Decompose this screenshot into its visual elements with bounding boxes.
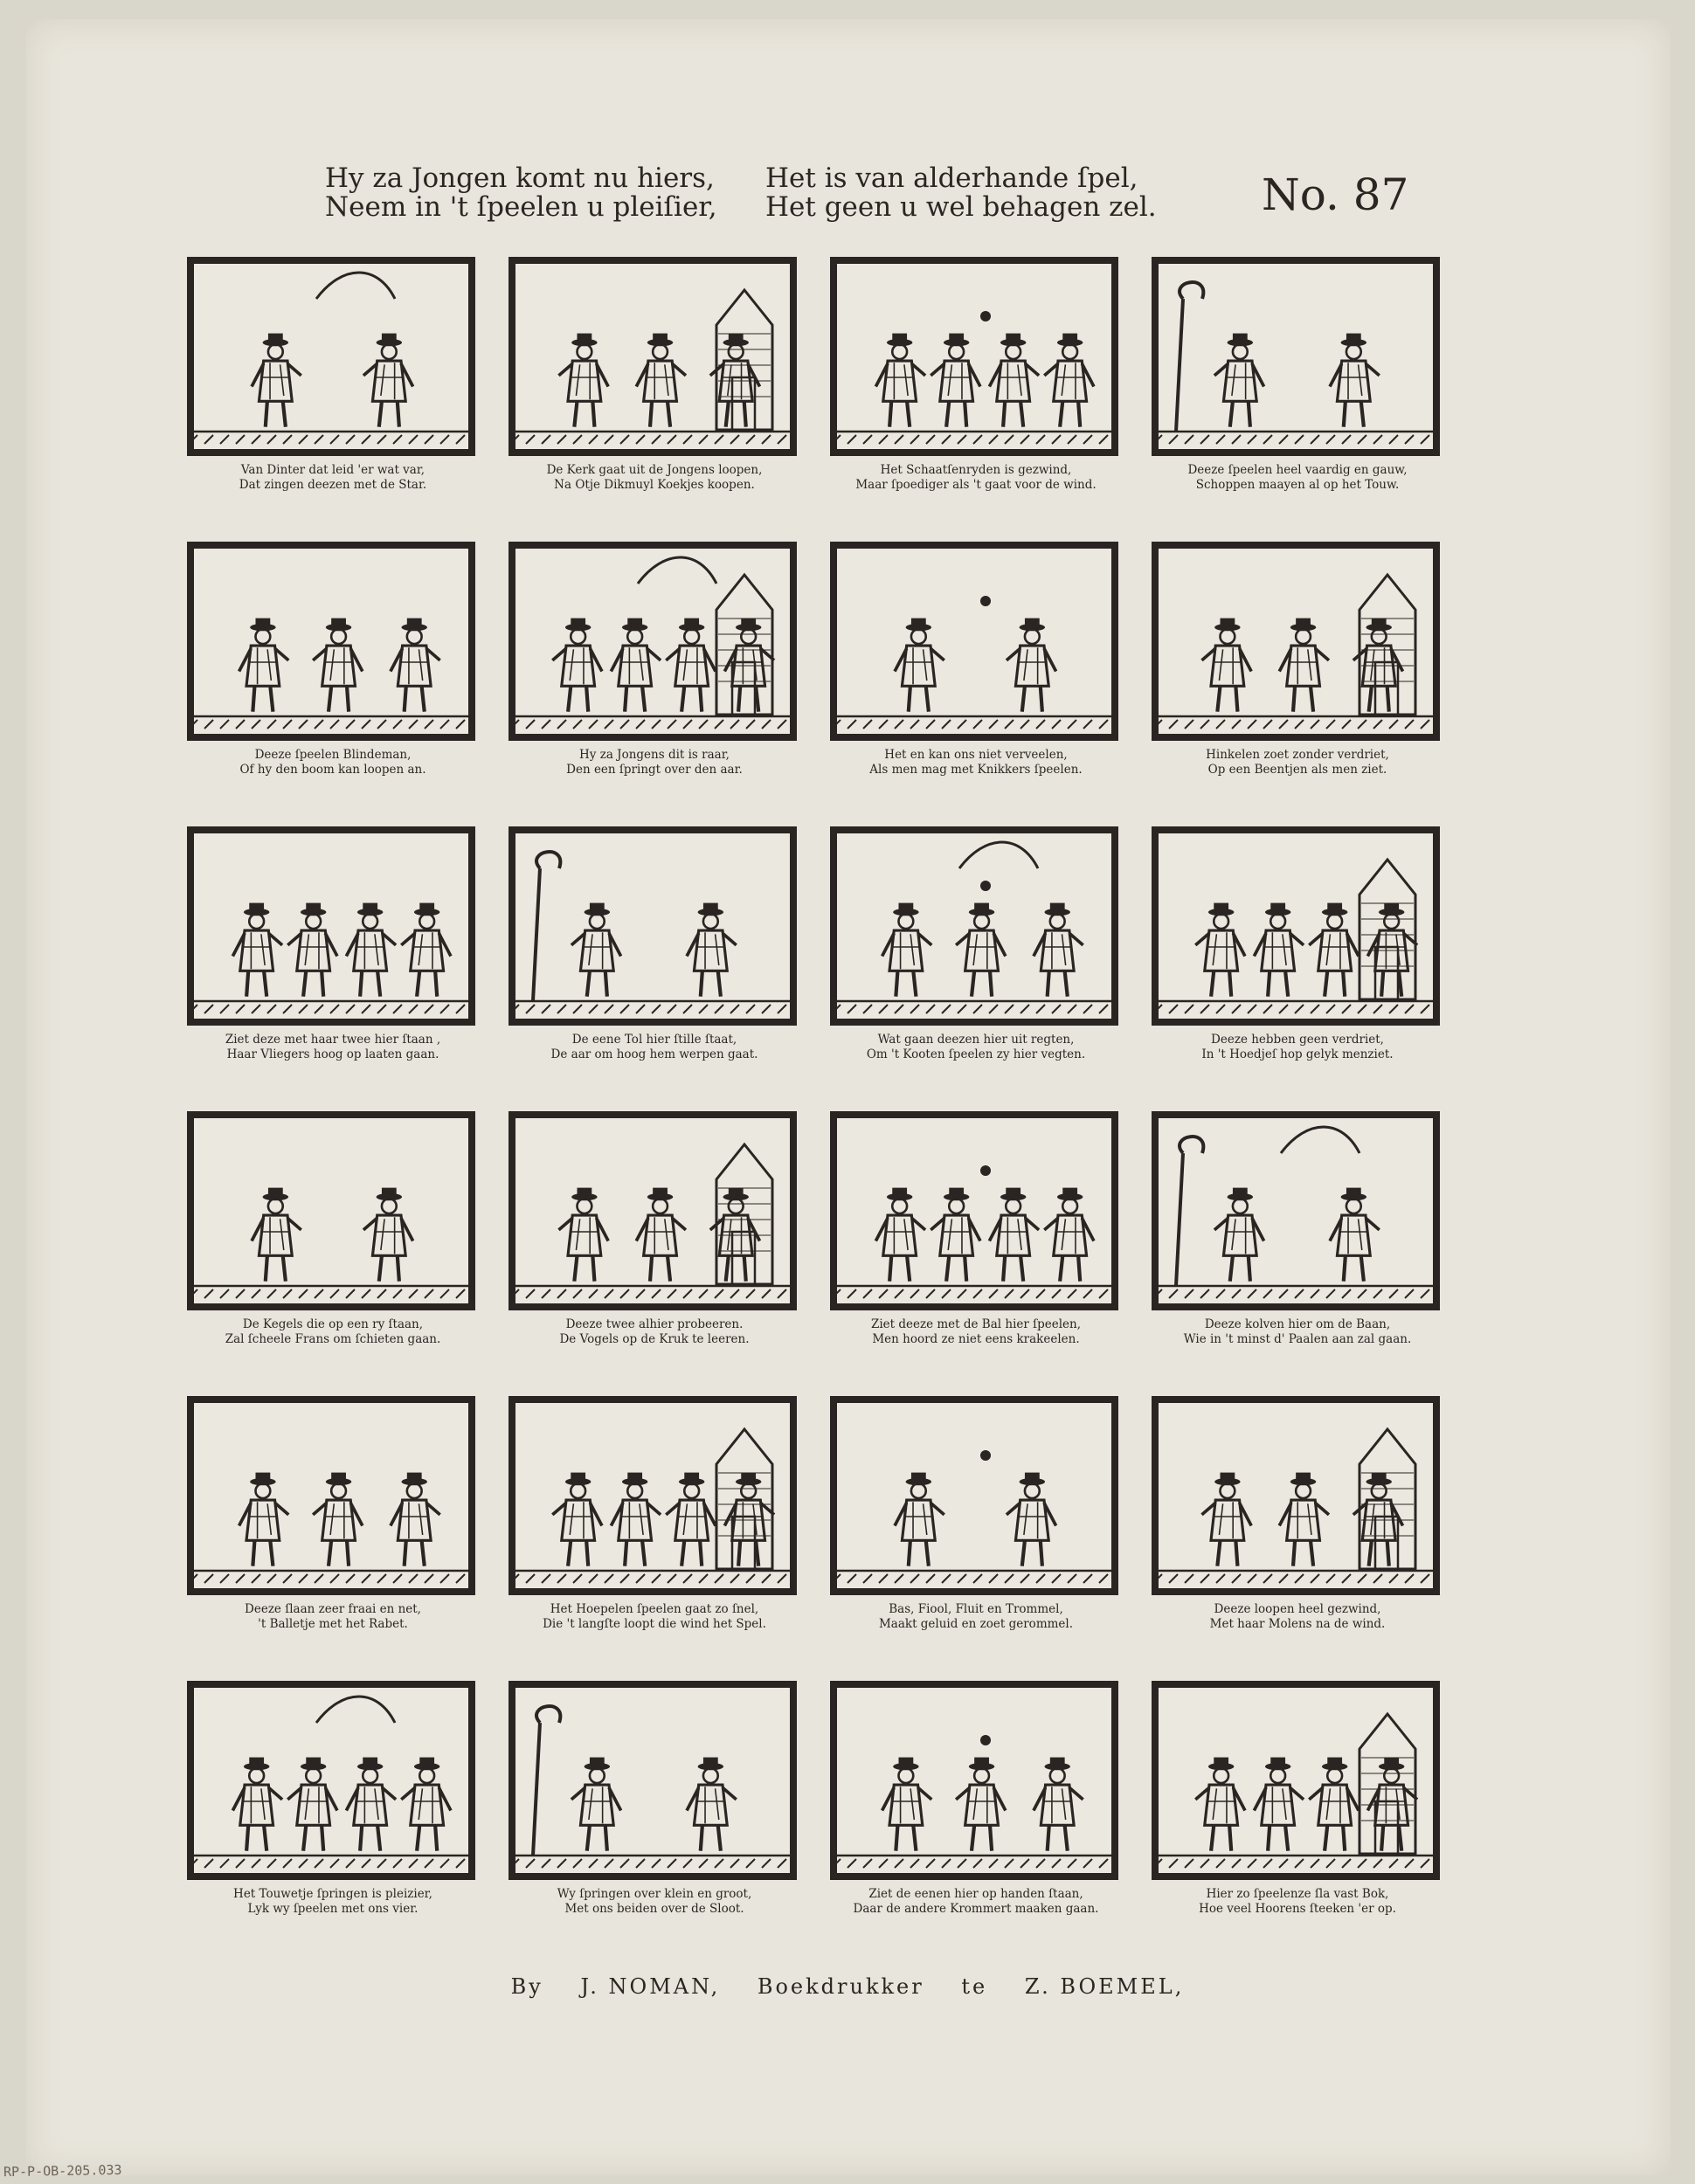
panel-caption-line2: Op een Beentjen als men ziet. <box>1207 763 1387 777</box>
panel-caption-line2: Den een ſpringt over den aar. <box>566 763 743 777</box>
panel-caption <box>508 1602 800 1632</box>
panel-caption-line2: 't Balletje met het Rabet. <box>258 1617 408 1631</box>
panel-caption <box>508 463 800 493</box>
header-verse-right-line1: Het is van alderhande ſpel, <box>765 162 1138 194</box>
panel-caption-line2: Daar de andere Krommert maaken gaan. <box>853 1902 1099 1916</box>
panel-caption-line2: Na Otje Dikmuyl Koekjes koopen. <box>554 478 755 492</box>
woodcut-illustration <box>1159 1403 1433 1588</box>
panel-caption-line1: De Kerk gaat uit de Jongens loopen, <box>546 463 763 477</box>
panel-caption-line2: De aar om hoog hem werpen gaat. <box>550 1047 758 1061</box>
woodcut-panel <box>183 1108 485 1393</box>
bird-training-woodcut-icon <box>508 1111 797 1310</box>
woodcut-panel <box>183 1677 485 1962</box>
panel-caption <box>508 748 800 778</box>
panel-caption-line2: De Vogels op de Kruk te leeren. <box>559 1332 750 1346</box>
woodcut-panel <box>1148 538 1449 823</box>
kites-woodcut-icon <box>187 826 475 1026</box>
panel-caption-line1: Deeze kolven hier om de Baan, <box>1204 1317 1391 1331</box>
panel-caption-line1: Ziet de eenen hier op handen ſtaan, <box>868 1887 1083 1901</box>
hopscotch-woodcut-icon <box>1152 542 1440 741</box>
woodcut-panel <box>827 1108 1128 1393</box>
woodcut-panel <box>827 253 1128 538</box>
header <box>0 157 1695 236</box>
woodcut-illustration <box>515 1688 790 1873</box>
panel-caption-line1: Wy ſpringen over klein en groot, <box>557 1887 752 1901</box>
panel-caption <box>830 1033 1122 1062</box>
panel-caption-line1: Deeze ſpeelen heel vaardig en gauw, <box>1187 463 1408 477</box>
blindman-woodcut-icon <box>187 542 475 741</box>
panel-caption-line1: Hy za Jongens dit is raar, <box>579 748 730 762</box>
header-verse-left-line1: Hy za Jongen komt nu hiers, <box>325 162 715 194</box>
panel-caption <box>508 1317 800 1347</box>
marbles-woodcut-icon <box>830 542 1118 741</box>
knucklebones-fight-woodcut-icon <box>830 826 1118 1026</box>
panel-caption <box>187 1317 479 1347</box>
woodcut-panel <box>1148 823 1449 1108</box>
swing-woodcut-icon <box>1152 257 1440 456</box>
panel-caption <box>830 1317 1122 1347</box>
woodcut-illustration <box>1159 264 1433 449</box>
header-verse-left <box>325 164 717 222</box>
woodcut-illustration <box>194 833 468 1019</box>
header-verse-right-line2: Het geen u wel behagen zel. <box>765 191 1157 223</box>
pinwheels-woodcut-icon <box>1152 1396 1440 1595</box>
header-verse-left-line2: Neem in 't ſpeelen u pleiſier, <box>325 191 717 223</box>
panel-caption-line1: Hier zo ſpeelenze ſla vast Bok, <box>1206 1887 1389 1901</box>
woodcut-panel <box>1148 253 1449 538</box>
woodcut-panel <box>827 1393 1128 1677</box>
spinning-top-woodcut-icon <box>508 826 797 1026</box>
panel-caption-line2: Of hy den boom kan loopen an. <box>239 763 426 777</box>
panel-caption-line1: Hinkelen zoet zonder verdriet, <box>1206 748 1389 762</box>
hoops-woodcut-icon <box>508 1396 797 1595</box>
imprint-by: By <box>510 1974 543 1999</box>
panel-caption-line1: Het Hoepelen ſpeelen gaat zo ſnel, <box>550 1602 759 1616</box>
header-verse-right <box>765 164 1157 222</box>
woodcut-illustration <box>194 1688 468 1873</box>
panel-caption-line1: Deeze hebben geen verdriet, <box>1211 1033 1384 1047</box>
woodcut-panel <box>505 1393 806 1677</box>
panel-caption <box>830 748 1122 778</box>
panel-caption-line2: Lyk wy ſpeelen met ons vier. <box>247 1902 419 1916</box>
woodcut-panel <box>505 1677 806 1962</box>
panel-caption-line1: Deeze ſlaan zeer fraai en net, <box>245 1602 421 1616</box>
panel-caption <box>187 1033 479 1062</box>
imprint-printer-name: J. NOMAN, <box>580 1974 721 1999</box>
woodcut-panel <box>827 1677 1128 1962</box>
panel-caption-line2: Wie in 't minst d' Paalen aan zal gaan. <box>1183 1332 1412 1346</box>
panel-caption-line2: Als men mag met Knikkers ſpeelen. <box>869 763 1083 777</box>
panel-caption <box>1152 463 1443 493</box>
panel-caption <box>187 463 479 493</box>
woodcut-illustration <box>837 1688 1111 1873</box>
woodcut-illustration <box>515 264 790 449</box>
woodcut-illustration <box>837 833 1111 1019</box>
panel-caption-line1: Deeze ſpeelen Blindeman, <box>254 748 412 762</box>
panel-caption <box>1152 748 1443 778</box>
printer-imprint <box>0 1974 1695 1999</box>
woodcut-illustration <box>194 1403 468 1588</box>
panel-caption <box>1152 1602 1443 1632</box>
panel-caption <box>830 1887 1122 1917</box>
racket-woodcut-icon <box>187 1396 475 1595</box>
panel-caption-line1: Het Schaatſenryden is gezwind, <box>880 463 1072 477</box>
panel-caption-line2: Met ons beiden over de Sloot. <box>564 1902 744 1916</box>
panel-caption-line1: Bas, Fiool, Fluit en Trommel, <box>889 1602 1063 1616</box>
plate-number: No. 87 <box>1262 169 1409 220</box>
leapfrog-woodcut-icon <box>508 542 797 741</box>
woodcut-panel <box>827 538 1128 823</box>
buck-game-woodcut-icon <box>1152 1681 1440 1880</box>
woodcut-panel <box>1148 1677 1449 1962</box>
woodcut-panel <box>1148 1393 1449 1677</box>
panel-caption-line1: Ziet deze met haar twee hier ſtaan , <box>225 1033 441 1047</box>
panel-caption-line2: Om 't Kooten ſpeelen zy hier vegten. <box>866 1047 1086 1061</box>
ball-game-woodcut-icon <box>830 1111 1118 1310</box>
panel-caption-line2: Schoppen maayen al op het Touw. <box>1195 478 1400 492</box>
panel-caption-line2: Zal ſcheele Frans om ſchieten gaan. <box>225 1332 441 1346</box>
handstand-woodcut-icon <box>830 1681 1118 1880</box>
woodcut-illustration <box>515 833 790 1019</box>
woodcut-illustration <box>1159 1118 1433 1303</box>
panel-caption-line2: Maar ſpoediger als 't gaat voor de wind. <box>855 478 1097 492</box>
panel-caption <box>187 748 479 778</box>
woodcut-grid <box>183 253 1450 1962</box>
church-woodcut-icon <box>508 257 797 456</box>
jump-rope-woodcut-icon <box>187 1681 475 1880</box>
panel-caption <box>187 1602 479 1632</box>
hat-game-woodcut-icon <box>1152 826 1440 1026</box>
woodcut-panel <box>183 538 485 823</box>
skating-woodcut-icon <box>830 257 1118 456</box>
woodcut-illustration <box>194 549 468 734</box>
panel-caption-line1: Van Dinter dat leid 'er wat var, <box>240 463 425 477</box>
panel-caption <box>508 1033 800 1062</box>
panel-caption <box>830 463 1122 493</box>
woodcut-illustration <box>837 549 1111 734</box>
panel-caption-line2: Maakt geluid en zoet gerommel. <box>878 1617 1074 1631</box>
panel-caption <box>1152 1317 1443 1347</box>
star-singers-woodcut-icon <box>187 257 475 456</box>
panel-caption-line1: Het en kan ons niet verveelen, <box>884 748 1068 762</box>
skittles-woodcut-icon <box>187 1111 475 1310</box>
woodcut-illustration <box>1159 549 1433 734</box>
panel-caption-line2: Hoe veel Hoorens ſteeken 'er op. <box>1199 1902 1396 1916</box>
woodcut-panel <box>183 253 485 538</box>
panel-caption-line2: In 't Hoedjeſ hop gelyk menziet. <box>1201 1047 1394 1061</box>
woodcut-illustration <box>515 1403 790 1588</box>
panel-caption-line1: Deeze loopen heel gezwind, <box>1214 1602 1381 1616</box>
woodcut-illustration <box>515 1118 790 1303</box>
woodcut-illustration <box>194 1118 468 1303</box>
woodcut-panel <box>505 823 806 1108</box>
panel-caption-line2: Men hoord ze niet eens krakeelen. <box>872 1332 1080 1346</box>
imprint-place: Z. BOEMEL, <box>1024 1974 1185 1999</box>
woodcut-illustration <box>837 264 1111 449</box>
panel-caption <box>1152 1887 1443 1917</box>
panel-caption <box>1152 1033 1443 1062</box>
panel-caption-line1: Ziet deeze met de Bal hier ſpeelen, <box>870 1317 1082 1331</box>
panel-caption-line1: Het Touwetje ſpringen is pleizier, <box>233 1887 432 1901</box>
woodcut-illustration <box>515 549 790 734</box>
panel-caption <box>830 1602 1122 1632</box>
panel-caption-line2: Dat zingen deezen met de Star. <box>239 478 427 492</box>
panel-caption <box>187 1887 479 1917</box>
panel-caption <box>508 1887 800 1917</box>
woodcut-panel <box>505 1108 806 1393</box>
musicians-woodcut-icon <box>830 1396 1118 1595</box>
pole-vault-woodcut-icon <box>508 1681 797 1880</box>
woodcut-panel <box>183 823 485 1108</box>
woodcut-panel <box>183 1393 485 1677</box>
panel-caption-line1: De eene Tol hier ſtille ſtaat, <box>571 1033 737 1047</box>
woodcut-panel <box>827 823 1128 1108</box>
woodcut-panel <box>505 253 806 538</box>
imprint-te: te <box>961 1974 988 1999</box>
inventory-mark: RP-P-OB-205.033 <box>3 2161 122 2181</box>
woodcut-panel <box>505 538 806 823</box>
woodcut-panel <box>1148 1108 1449 1393</box>
panel-caption-line2: Met haar Molens na de wind. <box>1209 1617 1386 1631</box>
panel-caption-line1: Wat gaan deezen hier uit regten, <box>877 1033 1075 1047</box>
woodcut-illustration <box>1159 833 1433 1019</box>
panel-caption-line1: Deeze twee alhier probeeren. <box>565 1317 744 1331</box>
woodcut-illustration <box>837 1403 1111 1588</box>
woodcut-illustration <box>194 264 468 449</box>
woodcut-illustration <box>837 1118 1111 1303</box>
kolf-woodcut-icon <box>1152 1111 1440 1310</box>
panel-caption-line2: Haar Vliegers hoog op laaten gaan. <box>226 1047 439 1061</box>
panel-caption-line2: Die 't langſte loopt die wind het Spel. <box>543 1617 766 1631</box>
woodcut-illustration <box>1159 1688 1433 1873</box>
panel-caption-line1: De Kegels die op een ry ſtaan, <box>242 1317 424 1331</box>
imprint-trade: Boekdrukker <box>757 1974 924 1999</box>
